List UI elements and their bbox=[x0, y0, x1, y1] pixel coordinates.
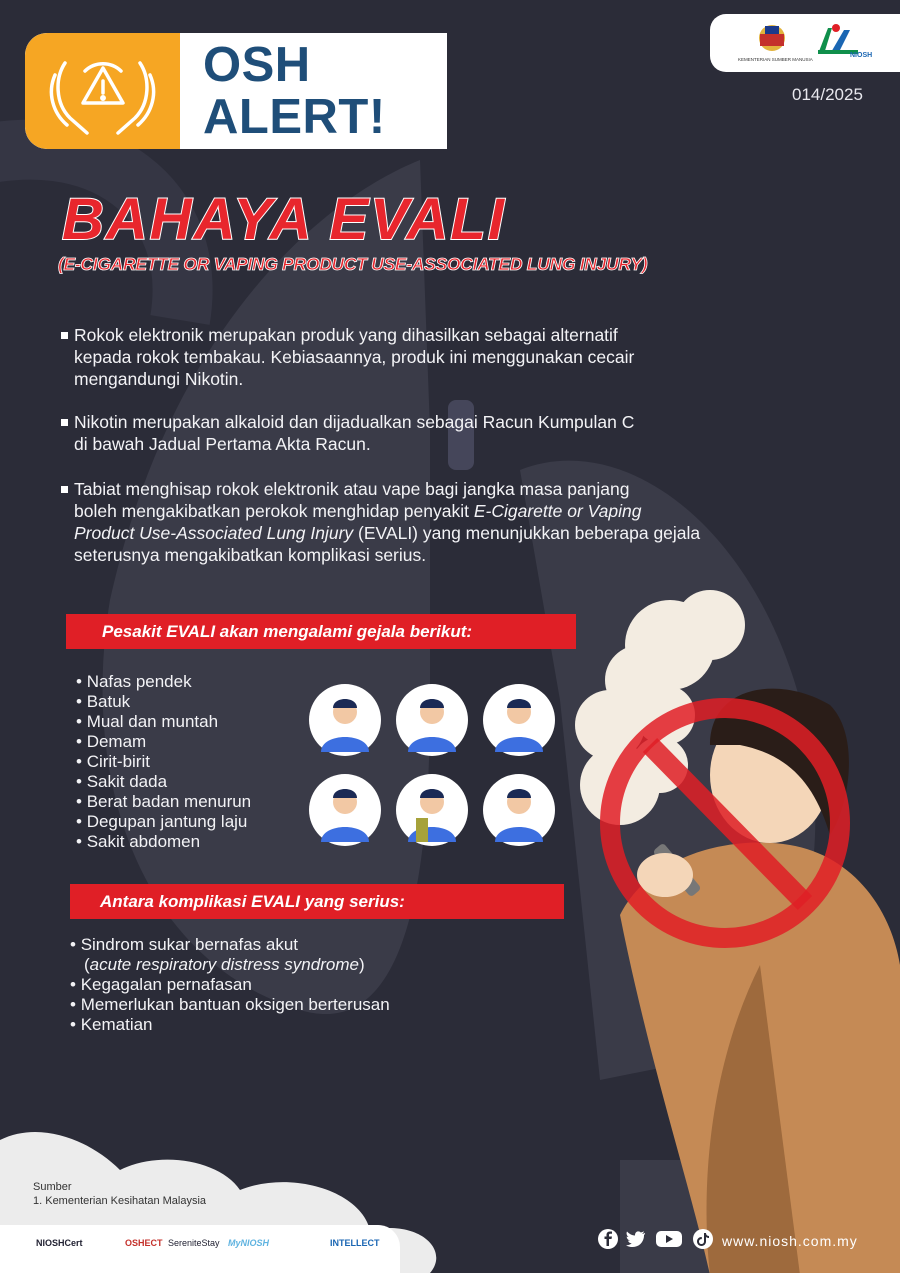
symptom-item: • Cirit-birit bbox=[76, 752, 251, 772]
youtube-icon[interactable] bbox=[655, 1228, 683, 1250]
symptom-item: • Demam bbox=[76, 732, 251, 752]
sources bbox=[33, 1180, 206, 1208]
ards-term: acute respiratory distress syndrome bbox=[89, 955, 359, 974]
complications-list bbox=[70, 935, 390, 1035]
paragraph-3-line-1: Tabiat menghisap rokok elektronik atau vape bagi jangka masa panjang bbox=[74, 479, 630, 499]
nioshcert-logo: NIOSHCert bbox=[36, 1238, 83, 1248]
alert-line-1: OSH bbox=[203, 38, 311, 92]
oshect-logo: OSHECT bbox=[125, 1238, 163, 1248]
paragraph-3-italic-term: E-Cigarette or Vaping bbox=[473, 501, 642, 521]
paragraph-2-line-2: di bawah Jadual Pertama Akta Racun. bbox=[74, 434, 371, 454]
ministry-crest-icon bbox=[710, 14, 900, 72]
symptom-item: • Batuk bbox=[76, 692, 251, 712]
symptom-item: • Degupan jantung laju bbox=[76, 812, 251, 832]
paragraph-1-line-2: kepada rokok tembakau. Kebiasaannya, produk ini menggunakan cecair bbox=[74, 347, 635, 367]
warning-hands-icon bbox=[25, 33, 180, 149]
paragraph-1 bbox=[61, 324, 831, 390]
partner-logos-strip bbox=[0, 1225, 400, 1273]
alert-icon-panel bbox=[25, 33, 180, 149]
shortness-of-breath-icon bbox=[309, 684, 381, 756]
symptom-illustrations bbox=[300, 670, 570, 860]
paren-open: ( bbox=[84, 955, 90, 974]
headache-icon bbox=[396, 684, 468, 756]
tiktok-icon[interactable] bbox=[692, 1228, 714, 1250]
twitter-icon[interactable] bbox=[625, 1228, 647, 1250]
paragraph-3-line-3: (EVALI) yang menunjukkan beberapa gejala bbox=[353, 523, 701, 543]
niosh-logo-text: NIOSH bbox=[850, 52, 873, 59]
ministry-logo-text: KEMENTERIAN SUMBER MANUSIA bbox=[738, 57, 813, 62]
fever-icon bbox=[483, 684, 555, 756]
bullet-square bbox=[61, 486, 68, 493]
sources-label: Sumber bbox=[33, 1181, 72, 1193]
website-link[interactable]: www.niosh.com.my bbox=[722, 1233, 858, 1249]
paragraph-3-italic-term-2: Product Use-Associated Lung Injury bbox=[74, 523, 354, 543]
bullet-square bbox=[61, 332, 68, 339]
alert-title bbox=[203, 39, 386, 143]
symptoms-heading: Pesakit EVALI akan mengalami gejala berikut: bbox=[66, 614, 576, 649]
paragraph-3-line-4: seterusnya mengakibatkan komplikasi serius. bbox=[74, 545, 427, 565]
complications-heading: Antara komplikasi EVALI yang serius: bbox=[70, 884, 564, 919]
symptom-item: • Sakit abdomen bbox=[76, 832, 251, 852]
paragraph-3 bbox=[61, 478, 831, 566]
cough-icon bbox=[309, 774, 381, 846]
symptom-item: • Mual dan muntah bbox=[76, 712, 251, 732]
symptom-item: • Nafas pendek bbox=[76, 672, 251, 692]
intellect-logo: INTELLECT bbox=[330, 1238, 380, 1248]
vomiting-icon bbox=[396, 774, 468, 846]
paragraph-1-line-3: mengandungi Nikotin. bbox=[74, 369, 244, 389]
facebook-icon[interactable] bbox=[597, 1228, 619, 1250]
alert-line-2: ALERT! bbox=[203, 90, 386, 144]
osh-alert-banner bbox=[25, 33, 447, 149]
myniosh-logo: MyNIOSH bbox=[228, 1238, 270, 1248]
issue-number: 014/2025 bbox=[792, 85, 863, 104]
chest-pain-icon bbox=[483, 774, 555, 846]
complication-item-1-english bbox=[70, 955, 390, 975]
subtitle: (E-CIGARETTE OR VAPING PRODUCT USE-ASSOCIATED LUNG INJURY) bbox=[58, 254, 648, 274]
complication-item: • Kematian bbox=[70, 1015, 390, 1035]
paren-close: ) bbox=[358, 955, 365, 974]
symptoms-list bbox=[76, 672, 251, 852]
complication-item: • Kegagalan pernafasan bbox=[70, 975, 390, 995]
complication-item: • Memerlukan bantuan oksigen berterusan bbox=[70, 995, 390, 1015]
symptom-item: • Sakit dada bbox=[76, 772, 251, 792]
symptom-item: • Berat badan menurun bbox=[76, 792, 251, 812]
paragraph-2 bbox=[61, 411, 831, 455]
serenitestay-logo: SereniteStay bbox=[168, 1238, 220, 1248]
main-title: BAHAYA EVALI bbox=[62, 187, 506, 252]
paragraph-2-line-1: Nikotin merupakan alkaloid dan dijadualkan sebagai Racun Kumpulan C bbox=[74, 412, 635, 432]
bullet-square bbox=[61, 419, 68, 426]
complication-item-1: Sindrom sukar bernafas akut bbox=[80, 935, 299, 954]
paragraph-3-line-2: boleh mengakibatkan perokok menghidap penyakit bbox=[74, 501, 474, 521]
complication-item bbox=[70, 935, 390, 955]
source-1: 1. Kementerian Kesihatan Malaysia bbox=[33, 1195, 207, 1207]
paragraph-1-line-1: Rokok elektronik merupakan produk yang dihasilkan sebagai alternatif bbox=[74, 325, 618, 345]
partner-logos-box bbox=[710, 14, 900, 72]
